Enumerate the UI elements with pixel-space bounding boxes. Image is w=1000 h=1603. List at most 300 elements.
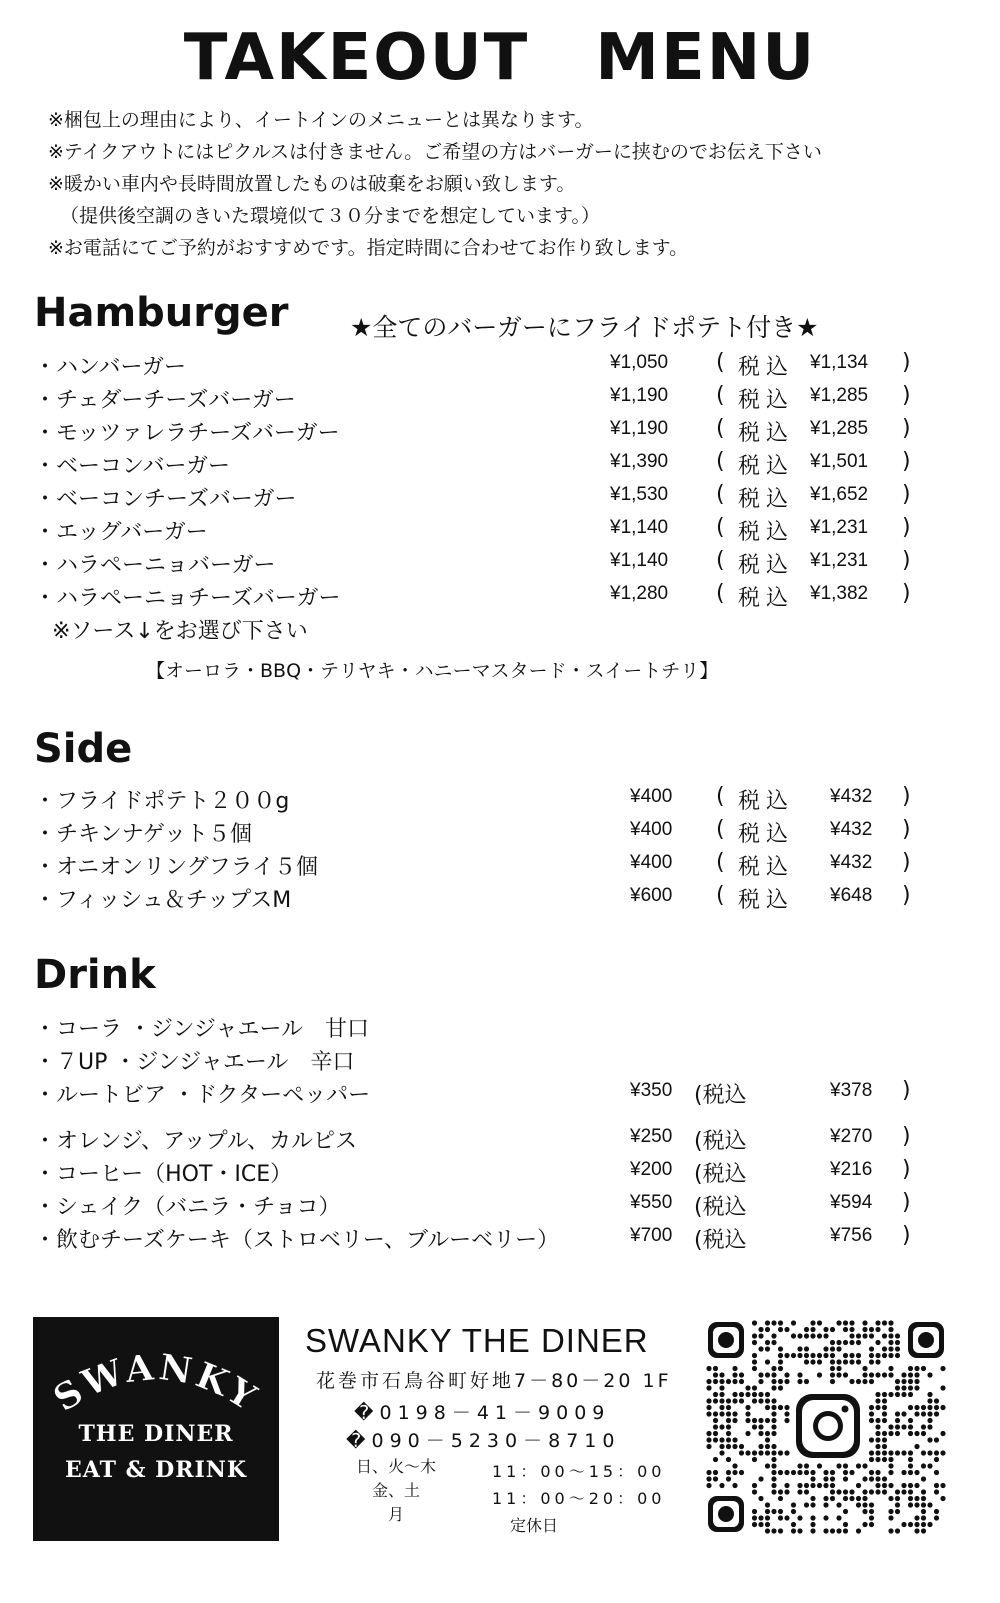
qr-dot xyxy=(778,1385,783,1390)
qr-dot xyxy=(804,1463,809,1468)
qr-dot xyxy=(895,1496,900,1501)
qr-dot xyxy=(869,1346,874,1351)
paren-close: ) xyxy=(902,784,911,809)
qr-dot xyxy=(719,1483,724,1488)
menu-item-row xyxy=(34,1124,914,1158)
menu-item-name: ・シェイク（バニラ・チョコ） xyxy=(34,1195,341,1220)
qr-dot xyxy=(888,1496,893,1501)
qr-dot xyxy=(830,1496,835,1501)
tax-label: 税込 xyxy=(738,553,795,578)
qr-dot xyxy=(765,1444,770,1449)
qr-dot xyxy=(758,1496,763,1501)
qr-dot xyxy=(862,1333,867,1338)
qr-dot xyxy=(778,1489,783,1494)
qr-dot xyxy=(895,1509,900,1514)
qr-dot xyxy=(752,1418,757,1423)
qr-dot xyxy=(745,1392,750,1397)
qr-code[interactable] xyxy=(706,1320,946,1534)
qr-dot xyxy=(810,1476,815,1481)
qr-dot xyxy=(856,1502,861,1507)
qr-dot xyxy=(895,1489,900,1494)
qr-dot xyxy=(927,1398,932,1403)
qr-dot xyxy=(817,1372,822,1377)
qr-dot xyxy=(888,1450,893,1455)
menu-item-row xyxy=(34,581,914,615)
qr-dot xyxy=(927,1463,932,1468)
qr-dot xyxy=(849,1496,854,1501)
qr-dot xyxy=(771,1509,776,1514)
menu-item-price: ¥350 xyxy=(630,1080,673,1101)
qr-dot xyxy=(706,1483,711,1488)
qr-dot xyxy=(810,1515,815,1520)
qr-dot xyxy=(823,1483,828,1488)
qr-dot xyxy=(771,1411,776,1416)
qr-dot xyxy=(843,1522,848,1527)
logo-text-eat-drink: EAT & DRINK xyxy=(64,1457,248,1483)
qr-dot xyxy=(843,1340,848,1345)
qr-dot xyxy=(784,1450,789,1455)
qr-dot xyxy=(849,1333,854,1338)
qr-dot xyxy=(719,1379,724,1384)
qr-dot xyxy=(771,1372,776,1377)
qr-dot xyxy=(901,1379,906,1384)
qr-dot xyxy=(778,1379,783,1384)
menu-item-price: ¥1,190 xyxy=(610,418,669,439)
qr-dot xyxy=(778,1366,783,1371)
menu-item-name: ・ハラペーニョバーガー xyxy=(34,553,276,578)
paren-open: ( xyxy=(716,383,725,408)
qr-dot xyxy=(927,1372,932,1377)
qr-dot xyxy=(888,1457,893,1462)
qr-dot xyxy=(882,1320,887,1325)
qr-dot xyxy=(817,1320,822,1325)
qr-dot xyxy=(732,1437,737,1442)
qr-dot xyxy=(823,1333,828,1338)
qr-dot xyxy=(752,1385,757,1390)
qr-dot xyxy=(895,1346,900,1351)
qr-dot xyxy=(726,1405,731,1410)
qr-dot xyxy=(758,1372,763,1377)
qr-dot xyxy=(765,1327,770,1332)
menu-item-name: ・ルートビア ・ドクターペッパー xyxy=(34,1083,371,1108)
qr-dot xyxy=(901,1411,906,1416)
drink-section-title: Drink xyxy=(34,952,156,998)
qr-dot xyxy=(758,1476,763,1481)
qr-dot xyxy=(869,1470,874,1475)
shop-phone-2: �090－5230－8710 xyxy=(346,1430,621,1452)
qr-dot xyxy=(713,1411,718,1416)
qr-dot xyxy=(810,1483,815,1488)
qr-dot xyxy=(914,1483,919,1488)
qr-dot xyxy=(843,1528,848,1533)
tax-label: 税込 xyxy=(738,822,795,847)
qr-dot xyxy=(797,1489,802,1494)
qr-dot xyxy=(888,1392,893,1397)
paren-open: ( xyxy=(716,482,725,507)
menu-item-price: ¥1,050 xyxy=(610,352,669,373)
qr-dot xyxy=(849,1327,854,1332)
menu-item-tax-price: ¥1,382 xyxy=(810,583,869,604)
qr-dot xyxy=(895,1411,900,1416)
qr-dot xyxy=(745,1405,750,1410)
qr-dot xyxy=(745,1450,750,1455)
qr-dot xyxy=(940,1431,945,1436)
qr-dot xyxy=(797,1528,802,1533)
qr-dot xyxy=(875,1405,880,1410)
qr-dot xyxy=(836,1346,841,1351)
qr-dot xyxy=(856,1483,861,1488)
menu-item-tax-price: ¥594 xyxy=(830,1192,873,1213)
qr-dot xyxy=(778,1353,783,1358)
qr-dot xyxy=(817,1483,822,1488)
qr-dot xyxy=(875,1398,880,1403)
qr-dot xyxy=(843,1496,848,1501)
qr-dot xyxy=(836,1320,841,1325)
qr-dot xyxy=(726,1470,731,1475)
qr-dot xyxy=(745,1385,750,1390)
qr-dot xyxy=(713,1431,718,1436)
qr-dot xyxy=(934,1470,939,1475)
qr-dot xyxy=(778,1346,783,1351)
qr-dot xyxy=(758,1333,763,1338)
paren-close: ) xyxy=(902,548,911,573)
tax-label: (税込 xyxy=(694,1228,747,1253)
logo-text-swanky: SWANKY xyxy=(46,1346,266,1421)
qr-dot xyxy=(895,1333,900,1338)
qr-dot xyxy=(784,1327,789,1332)
qr-dot xyxy=(914,1502,919,1507)
qr-dot xyxy=(830,1359,835,1364)
qr-dot xyxy=(888,1372,893,1377)
qr-dot xyxy=(830,1366,835,1371)
paren-close: ) xyxy=(902,1124,911,1149)
note-line: （提供後空調のきいた環境似て３０分までを想定しています。） xyxy=(60,205,600,227)
qr-dot xyxy=(882,1405,887,1410)
paren-close: ) xyxy=(902,850,911,875)
menu-item-price: ¥600 xyxy=(630,885,673,906)
menu-item-row xyxy=(34,383,914,417)
qr-dot xyxy=(843,1327,848,1332)
qr-dot xyxy=(732,1392,737,1397)
qr-dot xyxy=(797,1515,802,1520)
qr-dot xyxy=(869,1418,874,1423)
qr-dot xyxy=(869,1379,874,1384)
qr-dot xyxy=(752,1398,757,1403)
qr-dot xyxy=(765,1528,770,1533)
qr-dot xyxy=(771,1320,776,1325)
qr-dot xyxy=(765,1392,770,1397)
qr-dot xyxy=(706,1398,711,1403)
qr-dot xyxy=(875,1353,880,1358)
menu-item-name: ・オニオンリングフライ５個 xyxy=(34,855,319,880)
qr-dot xyxy=(934,1398,939,1403)
qr-dot xyxy=(732,1398,737,1403)
qr-dot xyxy=(888,1340,893,1345)
menu-item-row xyxy=(34,1078,914,1112)
qr-dot xyxy=(921,1463,926,1468)
qr-dot xyxy=(908,1470,913,1475)
qr-dot xyxy=(765,1320,770,1325)
qr-dot xyxy=(869,1333,874,1338)
qr-dot xyxy=(895,1353,900,1358)
qr-dot xyxy=(875,1450,880,1455)
qr-dot xyxy=(875,1392,880,1397)
menu-item-name: ・ハラペーニョチーズバーガー xyxy=(34,586,341,611)
menu-item-name: ・フィッシュ＆チップスM xyxy=(34,888,292,913)
qr-dot xyxy=(823,1346,828,1351)
qr-dot xyxy=(810,1528,815,1533)
qr-dot xyxy=(713,1366,718,1371)
menu-item-price: ¥250 xyxy=(630,1126,673,1147)
qr-dot xyxy=(882,1346,887,1351)
qr-dot xyxy=(927,1522,932,1527)
qr-dot xyxy=(732,1366,737,1371)
qr-dot xyxy=(784,1489,789,1494)
qr-dot xyxy=(823,1528,828,1533)
qr-dot xyxy=(869,1476,874,1481)
qr-dot xyxy=(713,1418,718,1423)
qr-dot xyxy=(791,1470,796,1475)
menu-item-name: ・チェダーチーズバーガー xyxy=(34,388,296,413)
paren-close: ) xyxy=(902,1190,911,1215)
qr-dot xyxy=(706,1437,711,1442)
business-days-line: 月 xyxy=(387,1505,404,1524)
qr-dot xyxy=(739,1398,744,1403)
menu-item-tax-price: ¥432 xyxy=(830,786,873,807)
menu-item-row xyxy=(34,883,914,917)
qr-dot xyxy=(836,1366,841,1371)
qr-dot xyxy=(765,1359,770,1364)
qr-dot xyxy=(739,1450,744,1455)
swanky-logo xyxy=(33,1317,279,1541)
qr-dot xyxy=(836,1515,841,1520)
shop-address: 花巻市石鳥谷町好地7－80－20 1F xyxy=(316,1370,672,1392)
qr-dot xyxy=(791,1502,796,1507)
qr-dot xyxy=(765,1346,770,1351)
qr-dot xyxy=(752,1366,757,1371)
qr-dot xyxy=(869,1327,874,1332)
tax-label: (税込 xyxy=(694,1195,747,1220)
menu-item-price: ¥1,140 xyxy=(610,517,669,538)
note-line: ※テイクアウトにはピクルスは付きません。ご希望の方はバーガーに挟むのでお伝え下さい xyxy=(48,141,822,163)
qr-dot xyxy=(895,1385,900,1390)
qr-dot xyxy=(927,1437,932,1442)
qr-dot xyxy=(921,1476,926,1481)
qr-dot xyxy=(882,1450,887,1455)
qr-dot xyxy=(914,1528,919,1533)
qr-dot xyxy=(804,1359,809,1364)
qr-dot xyxy=(765,1522,770,1527)
qr-dot xyxy=(713,1437,718,1442)
qr-dot xyxy=(758,1450,763,1455)
qr-dot xyxy=(823,1476,828,1481)
qr-dot xyxy=(888,1366,893,1371)
qr-dot xyxy=(778,1509,783,1514)
paren-open: ( xyxy=(716,883,725,908)
qr-dot xyxy=(875,1437,880,1442)
qr-dot xyxy=(765,1398,770,1403)
menu-item-row xyxy=(34,1223,914,1257)
qr-dot xyxy=(778,1496,783,1501)
menu-item-row xyxy=(34,1157,914,1191)
page-title: TAKEOUT MENU xyxy=(183,21,817,95)
qr-dot xyxy=(778,1450,783,1455)
menu-item-name: ・エッグバーガー xyxy=(34,520,208,545)
qr-dot xyxy=(862,1476,867,1481)
qr-dot xyxy=(797,1483,802,1488)
qr-dot xyxy=(856,1359,861,1364)
qr-dot xyxy=(752,1522,757,1527)
paren-close: ) xyxy=(902,581,911,606)
qr-dot xyxy=(908,1379,913,1384)
qr-dot xyxy=(862,1502,867,1507)
menu-item-row xyxy=(34,515,914,549)
qr-dot xyxy=(882,1372,887,1377)
qr-dot xyxy=(914,1372,919,1377)
qr-dot xyxy=(849,1340,854,1345)
qr-dot xyxy=(908,1392,913,1397)
menu-item-tax-price: ¥270 xyxy=(830,1126,873,1147)
qr-dot xyxy=(771,1379,776,1384)
qr-dot xyxy=(895,1528,900,1533)
qr-dot xyxy=(726,1411,731,1416)
qr-dot xyxy=(888,1463,893,1468)
qr-dot xyxy=(797,1379,802,1384)
qr-dot xyxy=(908,1522,913,1527)
qr-dot xyxy=(713,1379,718,1384)
qr-dot xyxy=(888,1327,893,1332)
qr-dot xyxy=(778,1320,783,1325)
qr-dot xyxy=(810,1522,815,1527)
qr-dot xyxy=(771,1366,776,1371)
qr-dot xyxy=(706,1379,711,1384)
menu-item-name: ・チキンナゲット５個 xyxy=(34,822,253,847)
qr-dot xyxy=(934,1457,939,1462)
qr-dot xyxy=(732,1483,737,1488)
qr-dot xyxy=(817,1333,822,1338)
qr-dot xyxy=(797,1463,802,1468)
qr-dot xyxy=(882,1398,887,1403)
qr-dot xyxy=(823,1496,828,1501)
menu-item-tax-price: ¥648 xyxy=(830,885,873,906)
qr-dot xyxy=(791,1333,796,1338)
qr-dot xyxy=(726,1457,731,1462)
qr-dot xyxy=(875,1470,880,1475)
menu-item-name: ・ハンバーガー xyxy=(34,355,187,380)
qr-dot xyxy=(823,1353,828,1358)
qr-dot xyxy=(732,1411,737,1416)
qr-dot xyxy=(921,1522,926,1527)
qr-dot xyxy=(771,1463,776,1468)
qr-dot xyxy=(921,1411,926,1416)
qr-dot xyxy=(765,1431,770,1436)
qr-dot xyxy=(927,1392,932,1397)
tax-label: 税込 xyxy=(738,789,795,814)
qr-dot xyxy=(732,1470,737,1475)
qr-dot xyxy=(934,1509,939,1514)
qr-dot xyxy=(771,1457,776,1462)
qr-dot xyxy=(752,1320,757,1325)
qr-dot xyxy=(869,1405,874,1410)
qr-dot xyxy=(830,1379,835,1384)
qr-dot xyxy=(830,1346,835,1351)
qr-dot xyxy=(895,1431,900,1436)
qr-dot xyxy=(869,1489,874,1494)
qr-dot xyxy=(706,1444,711,1449)
qr-dot xyxy=(784,1372,789,1377)
menu-item-row xyxy=(34,449,914,483)
qr-dot xyxy=(752,1333,757,1338)
menu-item-price: ¥400 xyxy=(630,819,673,840)
qr-dot xyxy=(719,1450,724,1455)
qr-dot xyxy=(914,1366,919,1371)
qr-dot xyxy=(758,1392,763,1397)
menu-item-price: ¥1,280 xyxy=(610,583,669,604)
qr-dot xyxy=(836,1372,841,1377)
qr-dot xyxy=(726,1398,731,1403)
qr-dot xyxy=(758,1431,763,1436)
qr-dot xyxy=(856,1340,861,1345)
qr-dot xyxy=(784,1470,789,1475)
qr-dot xyxy=(726,1437,731,1442)
qr-dot xyxy=(921,1528,926,1533)
qr-dot xyxy=(921,1496,926,1501)
qr-dot xyxy=(934,1489,939,1494)
note-line: ※お電話にてご予約がおすすめです。指定時間に合わせてお作り致します。 xyxy=(48,237,689,259)
qr-dot xyxy=(778,1359,783,1364)
qr-dot xyxy=(934,1483,939,1488)
qr-dot xyxy=(882,1431,887,1436)
qr-dot xyxy=(778,1528,783,1533)
qr-dot xyxy=(908,1405,913,1410)
business-days xyxy=(350,1455,442,1527)
qr-dot xyxy=(758,1398,763,1403)
qr-dot xyxy=(836,1463,841,1468)
qr-dot xyxy=(719,1372,724,1377)
qr-dot xyxy=(875,1431,880,1436)
paren-close: ) xyxy=(902,416,911,441)
qr-dot xyxy=(934,1411,939,1416)
qr-dot xyxy=(856,1463,861,1468)
qr-dot xyxy=(869,1450,874,1455)
paren-open: ( xyxy=(716,548,725,573)
qr-dot xyxy=(882,1476,887,1481)
qr-dot xyxy=(843,1470,848,1475)
qr-dot xyxy=(882,1418,887,1423)
qr-dot xyxy=(771,1444,776,1449)
qr-dot xyxy=(765,1463,770,1468)
qr-dot xyxy=(901,1392,906,1397)
qr-dot xyxy=(778,1515,783,1520)
qr-dot xyxy=(869,1411,874,1416)
qr-dot xyxy=(908,1457,913,1462)
sauce-note: ※ソース↓をお選び下さい xyxy=(52,619,308,644)
shop-phone-1: �0198－41－9009 xyxy=(354,1402,611,1424)
qr-dot xyxy=(758,1418,763,1423)
tax-label: 税込 xyxy=(738,487,795,512)
menu-item-tax-price: ¥1,231 xyxy=(810,550,869,571)
qr-dot xyxy=(875,1359,880,1364)
qr-dot xyxy=(830,1353,835,1358)
qr-dot xyxy=(732,1444,737,1449)
qr-dot xyxy=(719,1411,724,1416)
qr-dot xyxy=(843,1353,848,1358)
qr-dot xyxy=(804,1353,809,1358)
qr-dot xyxy=(804,1502,809,1507)
qr-dot xyxy=(921,1509,926,1514)
qr-dot xyxy=(882,1444,887,1449)
qr-dot xyxy=(745,1431,750,1436)
